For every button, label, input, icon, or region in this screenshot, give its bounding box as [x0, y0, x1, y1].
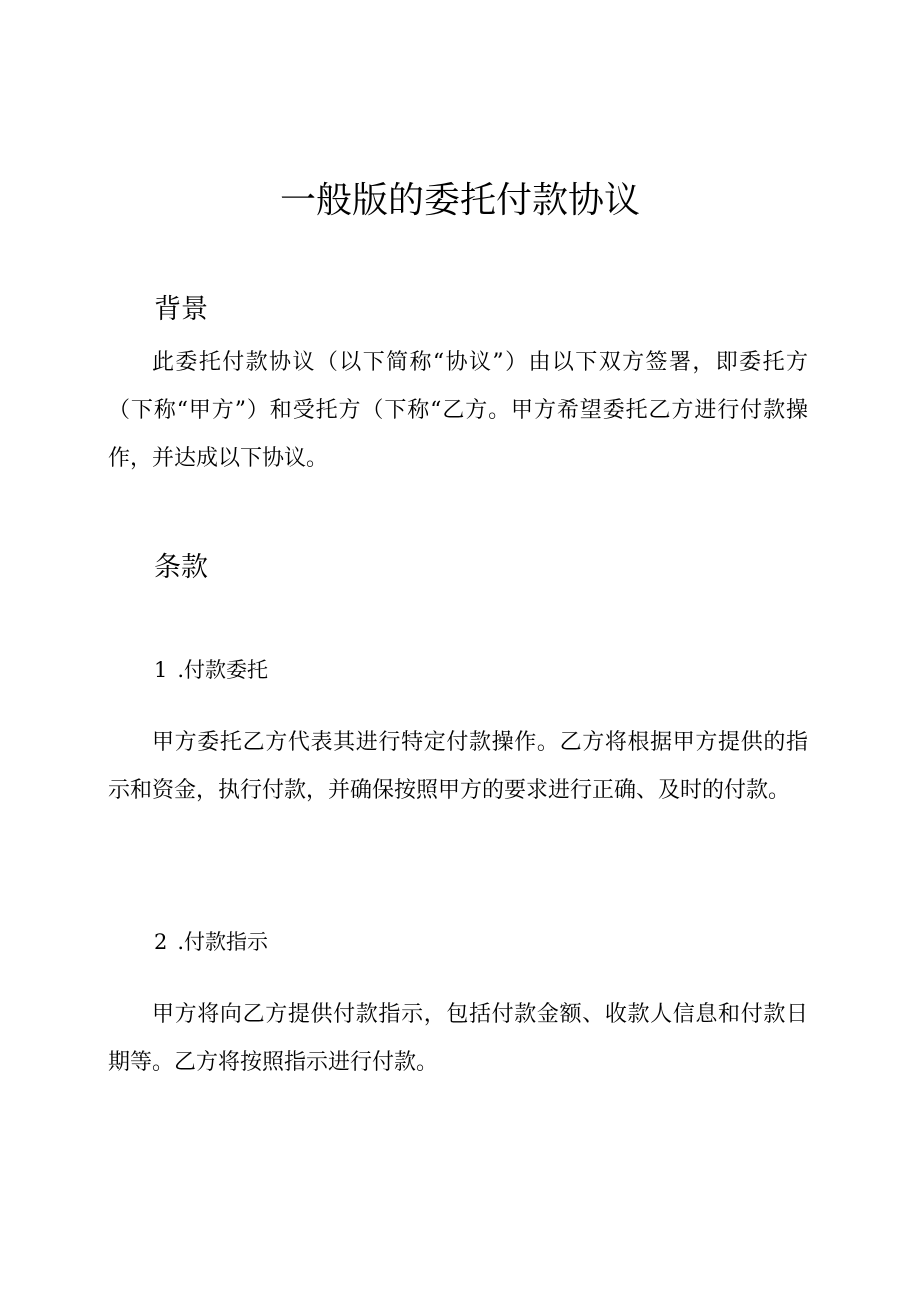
- clause-paragraph-2: 甲方将向乙方提供付款指示，包括付款金额、收款人信息和付款日期等。乙方将按照指示进行付款。: [108, 1002, 808, 1075]
- background-paragraph: 此委托付款协议（以下简称“协议”）由以下双方签署，即委托方（下称“甲方”）和受托方（下称“乙方。甲方希望委托乙方进行付款操作，并达成以下协议。: [108, 350, 808, 471]
- clause-title-1: [154, 655, 268, 685]
- clause-paragraph-1: 甲方委托乙方代表其进行特定付款操作。乙方将根据甲方提供的指示和资金，执行付款，并确保按照甲方的要求进行正确、及时的付款。: [108, 730, 808, 803]
- clause-title-text: .付款委托: [177, 658, 269, 682]
- clause-title-2: [154, 927, 268, 957]
- clause-number: 1: [154, 658, 168, 682]
- clause-title-text: .付款指示: [177, 930, 269, 954]
- section-heading-terms: 条款: [154, 552, 208, 583]
- clause-number: 2: [154, 930, 168, 954]
- document-title: 一般版的委托付款协议: [279, 180, 640, 221]
- section-heading-background: 背景: [154, 294, 208, 325]
